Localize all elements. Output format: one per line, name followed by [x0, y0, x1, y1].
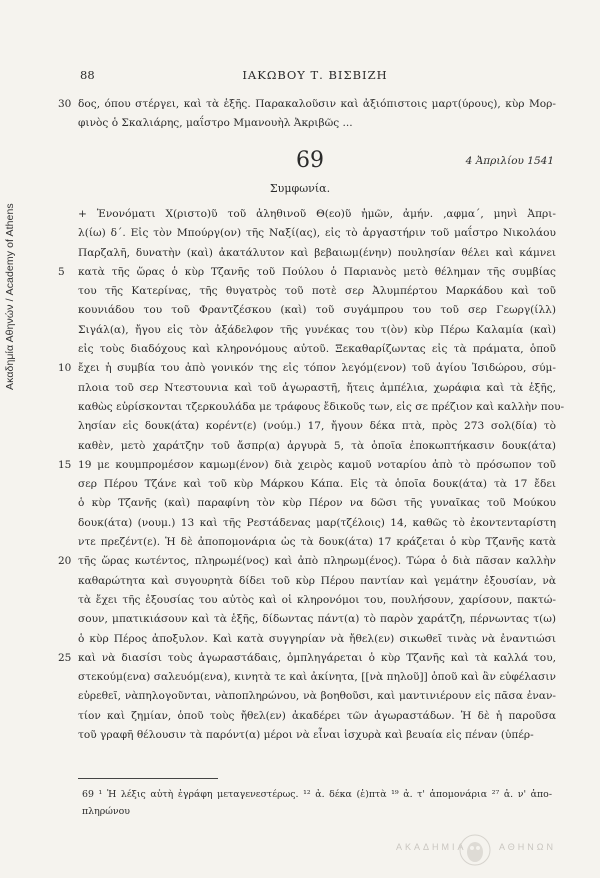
line-text: καθὼς εὑρίσκονται τζερκουλάδα με τράφους ἔδικοῦς των, εἰς σε πρέζιον καὶ καλλὴν που-	[78, 400, 565, 413]
text-line	[78, 224, 556, 243]
document-date: 4 Ἀπριλίου 1541	[465, 155, 554, 167]
academy-stamp	[396, 833, 556, 867]
line-text: 19 με κουμπρομέσον καμωμ(ένον) διὰ χειρὸς καμοῦ νοταρίου ἀπὸ τὸ πρόσωπον τοῦ	[78, 458, 556, 471]
previous-document-ending	[58, 95, 556, 134]
text-line	[78, 244, 556, 263]
text-line	[78, 533, 556, 552]
line-text: στεκούμ(ενα) σαλευόμ(ενα), κινητὰ τε καὶ ἀκίνητα, [[νὰ πηλοῦ]] ὁποῦ καὶ ἂν εὑφέλασιν	[78, 671, 556, 684]
line-text: Παρζαλῆ, δυνατὴν (καὶ) ἀκατάλυτον καὶ βεβαιωμ(ένην) πουλησίαν θέλει καὶ κάμνει	[78, 246, 556, 259]
line-text: σερ Πέρου Τζάνε καὶ τοῦ κὺρ Μάρκου Κάπα. Εἰς τὰ ὁποῖα δουκ(άτα) τὰ 17 ἔδει	[78, 478, 556, 491]
text-line	[78, 668, 556, 687]
text-line	[78, 301, 556, 320]
line-text: σουν, μπατικιάσουν καὶ τὰ ἑξῆς, δίδωντας πάντ(α) τὸ παρὸν χαράτζη, πέρνωντας τ(ω)	[78, 613, 556, 626]
text-line	[78, 321, 556, 340]
line-number: 5	[58, 265, 65, 278]
footnote-line: πληρώνου	[82, 806, 130, 817]
line-number: 15	[58, 458, 72, 471]
text-line	[78, 379, 556, 398]
line-text: λ(ίω) δ΄. Εἰς τὸν Μπούργ(ον) τῆς Ναξί(ας), εἰς τὸ ἀργαστήριν τοῦ μαΐστρο Νικολάου	[78, 227, 556, 240]
text-line	[78, 494, 556, 513]
text-line	[78, 205, 556, 224]
line-text: καθαρώτητα καὶ συγουρητὰ δίδει τοῦ κὺρ Πέρου παντίαν καὶ γεμάτην ἐξουσίαν, νὰ	[78, 574, 556, 587]
line-text: του τῆς Κατερίνας, τῆς θυγατρὸς τοῦ ποτὲ σερ Ἀλυμπέρτου Μαρκάδου καὶ τοῦ	[78, 285, 556, 298]
document-regest: Συμφωνία.	[269, 182, 331, 195]
line-text: Σιγάλ(α), ἤγου εἰς τὸν ἀξάδελφον τῆς γυνέκας του τ(ὸν) κὺρ Πέρω Καλαμία (καὶ)	[78, 323, 556, 336]
line-text: τὰ ἔχει τῆς ἐξουσίας του αὐτὸς καὶ οἱ κληρονόμοι του, πουλήσουν, χαρίσουν, πακτώ-	[78, 593, 556, 606]
text-line	[78, 514, 556, 533]
running-title: ΙΑΚΩΒΟΥ Τ. ΒΙΣΒΙΖΗ	[242, 68, 388, 82]
text-line	[78, 630, 556, 649]
stamp-text-left: ΑΚΑΔΗΜΙΑ	[396, 842, 467, 852]
text-line	[58, 359, 556, 378]
text-line	[58, 649, 556, 668]
text-line	[58, 456, 556, 475]
page-number: 88	[80, 68, 95, 82]
line-text: ὁ κὺρ Πέρος ἀποξυλον. Καὶ κατὰ συγγηρίαν νὰ ἤθελ(εν) σικωθεῖ τινὰς νὰ ἐναντιώσι	[78, 632, 556, 645]
text-line	[58, 263, 556, 282]
line-number: 10	[58, 362, 72, 375]
text-line	[78, 417, 556, 436]
line-text: εἰς τοὺς διαδόχους καὶ κληρονόμους αὐτοῦ. Ξεκαθαρίζωντας εἰς τὰ πράματα, ὁποῦ	[78, 343, 556, 356]
line-text: κατὰ τῆς ὥρας ὁ κὺρ Τζανῆς τοῦ Πούλου ὁ Παριανὸς μετὸ θέλημαν τῆς συμβίας	[78, 265, 556, 278]
text-line	[58, 552, 556, 571]
line-text: καὶ νὰ διασίσι τοὺς ἀγωραστάδαις, ὁμπληγάρεται ὁ κὺρ Τζανῆς καὶ τὰ καλλά του,	[78, 651, 556, 664]
line-text: εὑρεθεῖ, νὰπηλογοῦνται, νὰποπληρώνου, νὰ βοηθοῦσι, καὶ μαντινιέρουν εἰς πᾶσα ἐναν-	[78, 690, 556, 703]
text-line	[78, 687, 556, 706]
page-header	[80, 68, 550, 84]
owl-emblem-icon	[458, 833, 492, 867]
text-line	[78, 282, 556, 301]
text-line	[78, 707, 556, 726]
line-number: 20	[58, 555, 72, 568]
text-line	[78, 340, 556, 359]
text-line	[78, 591, 556, 610]
line-text: ὁ κὺρ Τζανῆς (καὶ) παραφίνη τὸν κὺρ Πέρον να δῶσι τῆς γυναῖκας τοῦ Μούκου	[78, 497, 556, 510]
side-watermark: Ακαδημία Αθηνών / Academy of Athens	[4, 203, 16, 390]
line-text: δουκ(άτα) (νουμ.) 13 καὶ τῆς Ρεστάδενας μαρ(τζέλοις) 14, καθῶς τὸ ἐκοντενταρίστη	[78, 516, 556, 529]
line-text: ντε πρεζέντ(ε). Ἡ δὲ ἀποπομονάρια ὡς τὰ δουκ(άτα) 17 κράζεται ὁ κὺρ Τζανῆς κατὰ	[78, 536, 556, 549]
text-line	[78, 726, 556, 745]
line-text: λησίαν εἰς δουκ(άτα) κορέντ(ε) (νούμ.) 17, ἤγουν δέκα πτὰ, πρὸς 273 σολ(δία) τὸ	[78, 420, 556, 433]
text-line	[78, 437, 556, 456]
text-line	[78, 610, 556, 629]
stamp-text-right: ΑΘΗΝΩΝ	[498, 842, 556, 852]
line-text: πλοια τοῦ σερ Ντεστουνια καὶ τοῦ ἀγωραστῆ, ἤτεις ἀμπέλια, χωράφια καὶ τὰ ἑξῆς,	[78, 381, 556, 394]
text-line	[58, 95, 556, 114]
footnote-line: 69 ¹ Ἡ λέξις αὐτὴ ἐγράφη μεταγενεστέρως. ¹² ἀ. δέκα (ἑ)πτὰ ¹⁹ ἀ. τ' ἀπομονάρια ²⁷ ἀ. ν' ἀπο-	[82, 789, 552, 800]
line-number: 30	[58, 98, 72, 110]
document-number: 69	[296, 148, 324, 173]
text-line	[78, 114, 556, 133]
line-text: δος, όπου στέργει, καὶ τὰ ἑξῆς. Παρακαλοῦσιν καὶ ἀξιόπιστοις μαρτ(ύρους), κὺρ Μορ-	[78, 98, 556, 110]
line-text: κουνιάδου του τοῦ Φραντζέσκου (καὶ) τοῦ συγάμπρου του τοῦ σερ Γεωργ(ίλλ)	[78, 304, 556, 317]
document-body	[58, 205, 565, 745]
text-line	[78, 475, 556, 494]
footnotes	[82, 786, 552, 820]
line-number: 25	[58, 651, 72, 664]
line-text: καθὲν, μετὸ χαράτζην τοῦ ἄσπρ(α) ἀργυρὰ 5, τὰ ὁποῖα ἐποκωπτήκασιν δουκ(άτα)	[78, 439, 556, 452]
footnote-divider	[78, 778, 218, 779]
line-text: τῆς ὥρας κωτέντος, πληρωμέ(νος) καὶ ἀπὸ πληρωμ(ένος). Τώρα ὁ διὰ πᾶσαν καλλὴν	[78, 555, 556, 568]
line-text: τοῦ γραφῆ θέλουσιν τὰ παρόντ(α) μέροι νὰ εἶναι ἰσχυρὰ καὶ βευαία εἰς πέναν (ὑπέρ-	[78, 729, 534, 742]
line-text: ἔχει ἡ συμβία του ἀπὸ γονικόν της εἰς τόπον λεγόμ(ενον) τοῦ ἁγίου Ἰσιδώρου, σύμ-	[78, 362, 556, 375]
line-text: φινὸς ὁ Σκαλιάρης, μαΐστρο Μμανουὴλ Ἀκριβῶς ...	[78, 117, 353, 130]
line-text: + Ἐνονόματι Χ(ριστο)ῦ τοῦ ἀληθινοῦ Θ(εο)ῦ ἡμῶν, ἀμήν. ‚αφμα΄, μηνὶ Ἀπρι-	[78, 208, 556, 220]
text-line	[78, 572, 556, 591]
text-line	[78, 398, 565, 417]
line-text: τίον καὶ ζημίαν, ὁποῦ τοὺς ἤθελ(εν) ἀκαδέρει τῶν ἀγωραστάδων. Ἡ δὲ ἡ παροῦσα	[78, 709, 556, 722]
